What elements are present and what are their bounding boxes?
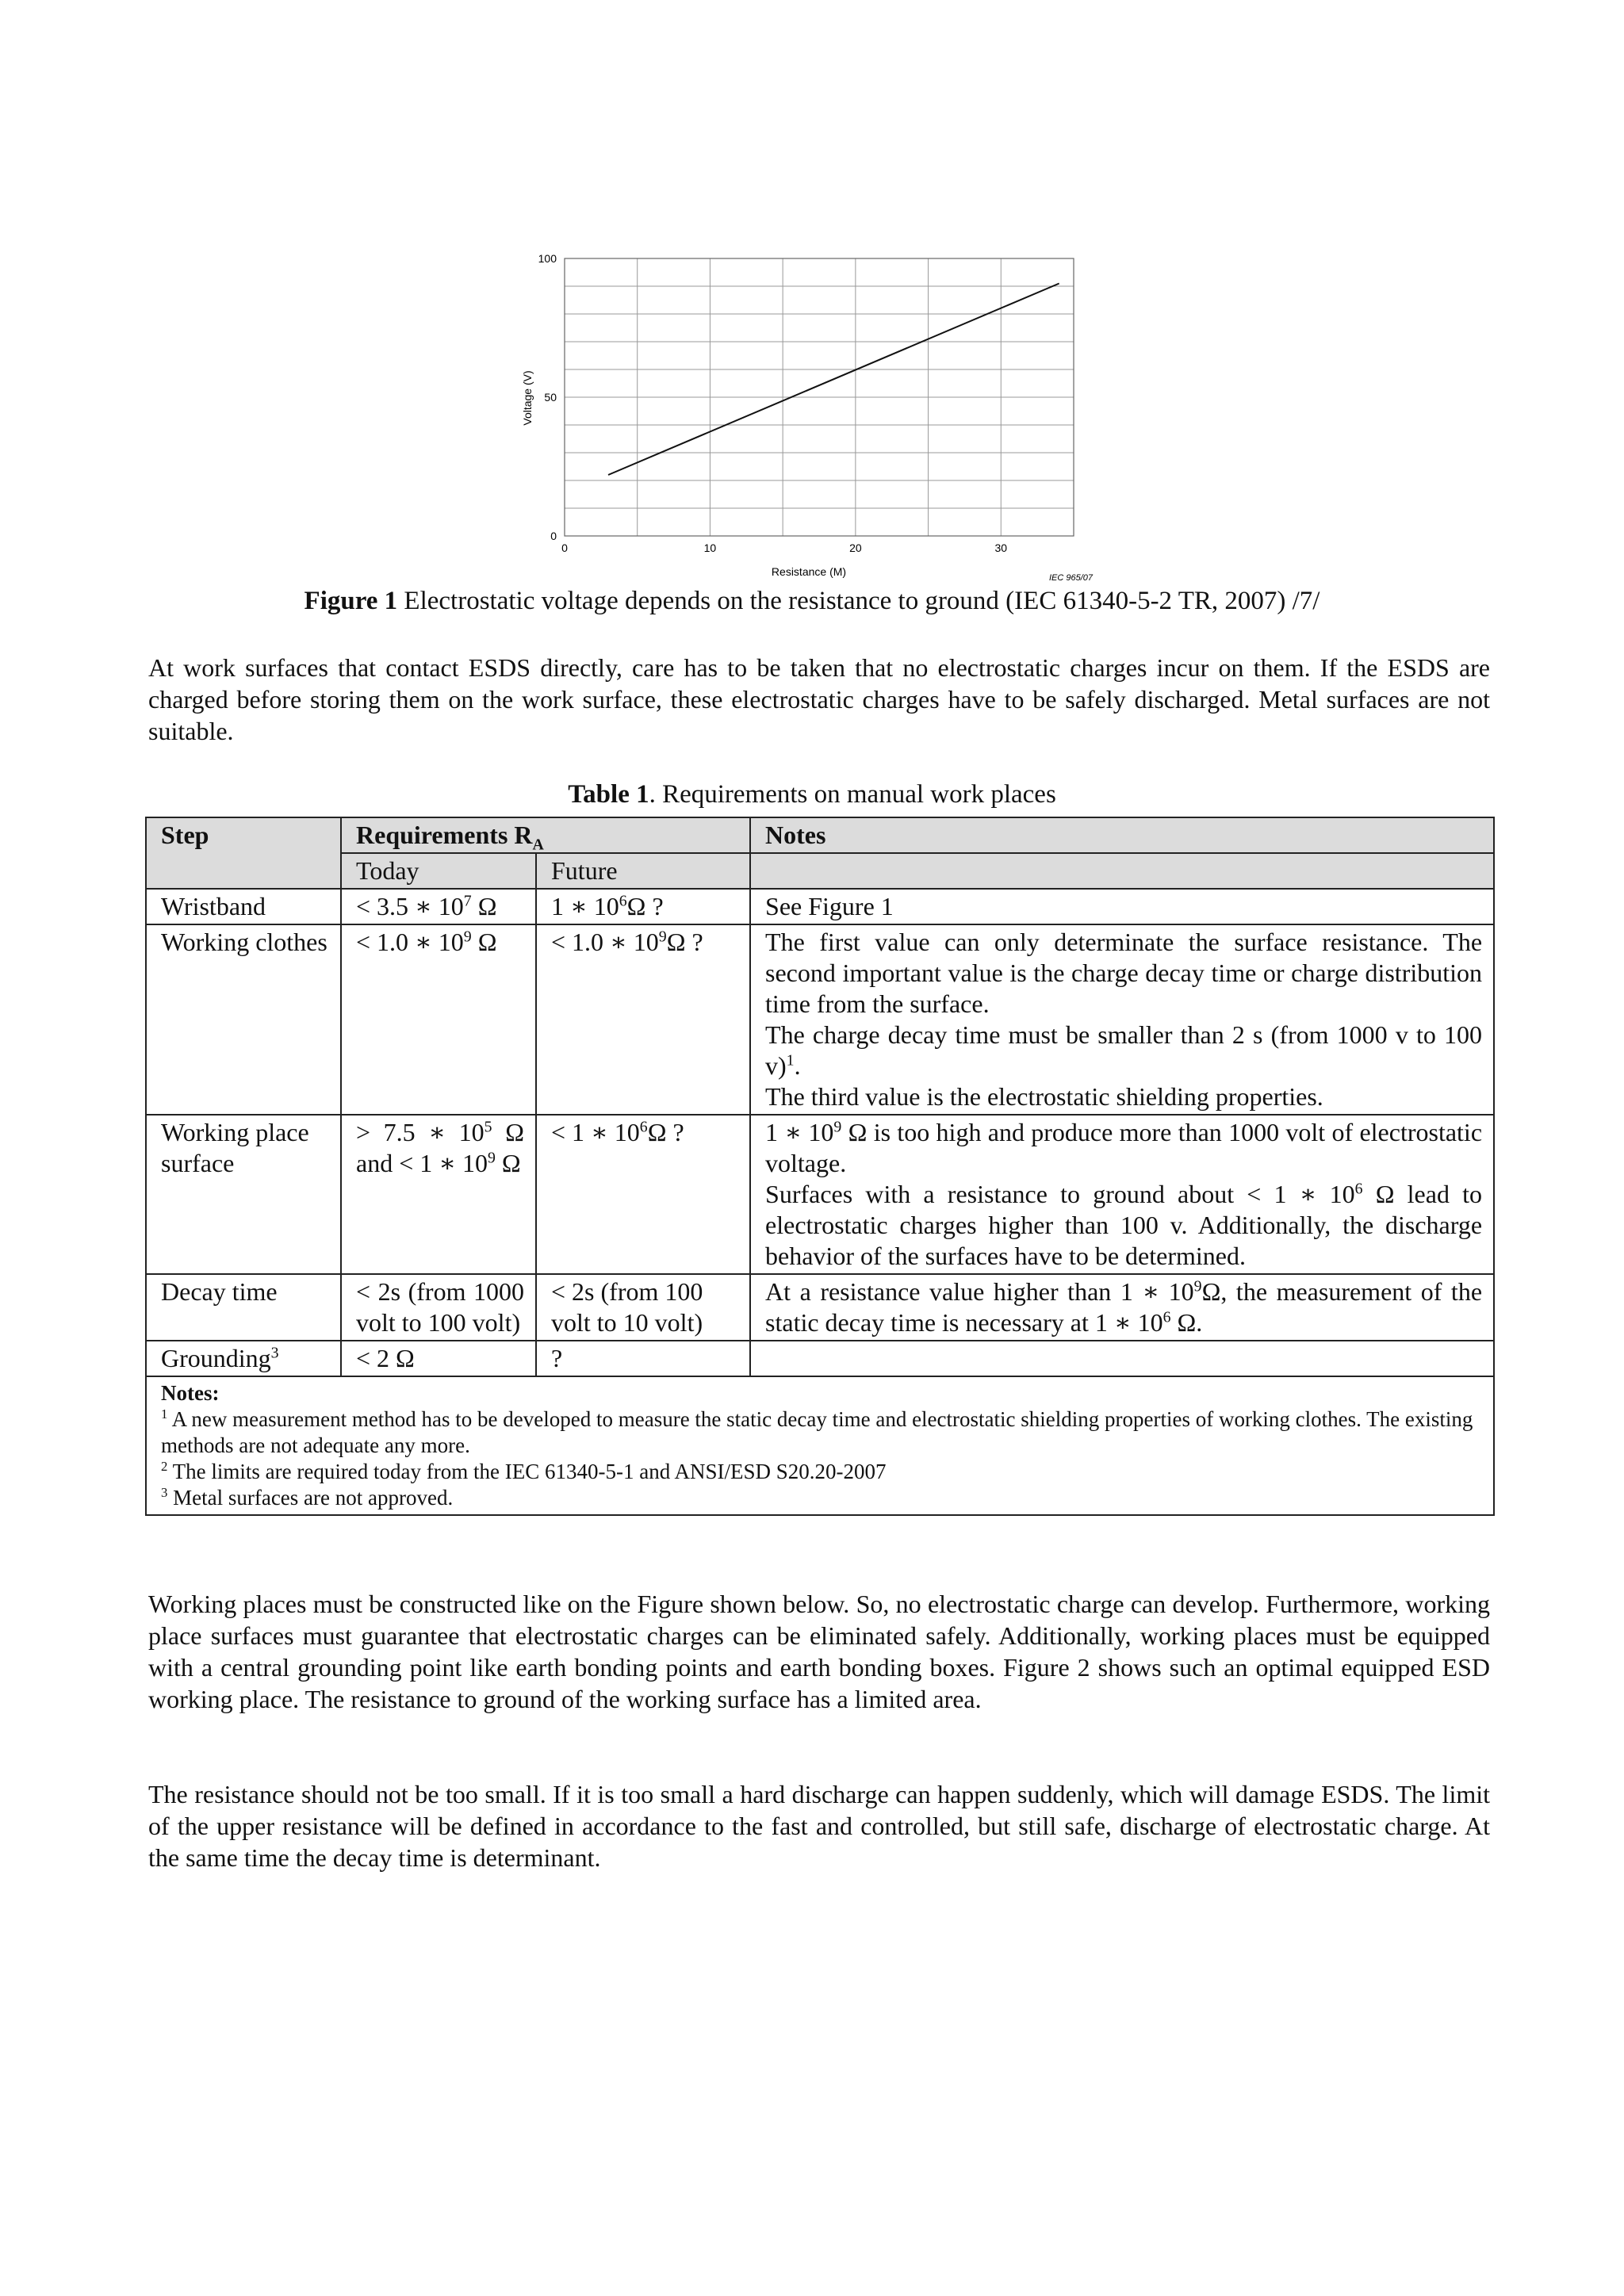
header-today: Today <box>341 853 536 889</box>
table-1-label: Table 1 <box>568 780 649 809</box>
footnote-2 <box>161 1459 1479 1485</box>
header-future: Future <box>536 853 750 889</box>
footnote-1 <box>161 1406 1479 1459</box>
cell-today-text: < 3.5 ∗ 10 <box>356 892 464 920</box>
table-footnotes <box>146 1376 1494 1515</box>
cell-today <box>341 924 536 1115</box>
chart-y-axis-label: Voltage (V) <box>521 370 534 426</box>
chart-y-tick-label: 100 <box>538 252 557 265</box>
chart-y-tick-label: 0 <box>550 530 557 542</box>
table-row-working-place-surface <box>146 1115 1494 1274</box>
table-header-row <box>146 817 1494 853</box>
paragraph-resistance: The resistance should not be too small. If it is too small a hard discharge can happen suddenly, which will damage ESDS. The limit of the upper resistance will be defined in accordance to the fast and controlled, but still safe, discharge of electrostatic charge. At the same time the decay time is determinant. <box>148 1780 1490 1872</box>
footnote-ref: 1 <box>786 1051 795 1070</box>
exponent: 9 <box>658 928 667 946</box>
cell-future <box>536 889 750 924</box>
cell-future-unit: Ω ? <box>647 1118 684 1146</box>
footnotes-title: Notes: <box>161 1381 220 1405</box>
header-step: Step <box>146 817 341 889</box>
cell-today-text: Ω and < 1 ∗ 10 <box>356 1118 524 1177</box>
cell-today-unit: Ω <box>471 928 497 956</box>
footnote-text: The limits are required today from the IEC 61340-5-1 and ANSI/ESD S20.20-2007 <box>167 1460 887 1483</box>
note-line: The first value can only determinate the surface resistance. The second important value is the charge decay time or charge distribution time from the surface. <box>765 928 1483 1018</box>
cell-future-unit: Ω ? <box>626 892 664 920</box>
note-text: Surfaces with a resistance to ground about < 1 ∗ 10 <box>765 1180 1355 1208</box>
note-line <box>765 1020 1482 1081</box>
header-notes-empty <box>750 853 1494 889</box>
exponent: 6 <box>619 892 627 910</box>
table-row-working-clothes <box>146 924 1494 1115</box>
cell-notes: See Figure 1 <box>750 889 1494 924</box>
cell-step: Working place surface <box>146 1115 341 1274</box>
note-line <box>765 1117 1482 1179</box>
chart-x-axis-label: Resistance (M) <box>771 565 847 578</box>
cell-future-text: < 1 ∗ 10 <box>551 1118 640 1146</box>
cell-notes <box>750 1115 1494 1274</box>
header-requirements <box>341 817 750 853</box>
exponent: 9 <box>1193 1277 1202 1295</box>
exponent: 5 <box>484 1118 492 1136</box>
table-1-caption <box>0 780 1624 809</box>
chart-x-tick-label: 0 <box>561 541 568 554</box>
header-notes: Notes <box>750 817 1494 853</box>
cell-future-text: < 1.0 ∗ 10 <box>551 928 659 956</box>
cell-step: Working clothes <box>146 924 341 1115</box>
cell-notes <box>750 1341 1494 1376</box>
paragraph-working-places: Working places must be constructed like on the Figure shown below. So, no electrostatic charge can develop. Furthermore, working place surfaces must guarantee that electrostatic charges can be eliminated safely. Additionally, working places must be equipped with a central grounding point like earth bonding points and earth bonding boxes. Figure 2 shows such an optimal equipped ESD working place. The resistance to ground of the working surface has a limited area. <box>148 1590 1490 1713</box>
figure-1-caption <box>0 587 1624 616</box>
note-line: The third value is the electrostatic shielding properties. <box>765 1082 1323 1111</box>
table-row-wristband <box>146 889 1494 924</box>
table-subheader-row <box>146 853 1494 889</box>
note-text: Ω lead to electrostatic charges higher than 100 v. Additionally, the discharge behavior of the surfaces have to be determined. <box>765 1180 1483 1270</box>
exponent: 9 <box>833 1118 842 1136</box>
table-1-caption-text: . Requirements on manual work places <box>649 780 1056 809</box>
chart-x-tick-label: 10 <box>703 541 717 554</box>
chart-series <box>608 284 1059 476</box>
exponent: 6 <box>1354 1180 1363 1198</box>
chart-series-line <box>608 284 1059 476</box>
note-line <box>765 1179 1482 1272</box>
note-text: Ω, the measurement of the static decay time is necessary at 1 ∗ 10 <box>765 1277 1483 1337</box>
cell-step-text: Grounding <box>161 1344 271 1372</box>
cell-today: < 2 Ω <box>341 1341 536 1376</box>
cell-today <box>341 1115 536 1274</box>
footnote-marker: 1 <box>161 1406 168 1422</box>
chart-tick-labels <box>538 252 1008 554</box>
cell-notes <box>750 1274 1494 1341</box>
footnote-marker: 3 <box>161 1485 168 1500</box>
cell-today-unit: Ω <box>471 892 497 920</box>
table-notes-row <box>146 1376 1494 1515</box>
exponent: 6 <box>1162 1308 1171 1326</box>
footnote-ref: 3 <box>270 1344 279 1362</box>
cell-future <box>536 1115 750 1274</box>
chart-y-tick-label: 50 <box>544 391 557 404</box>
cell-today-unit: Ω <box>495 1149 521 1177</box>
chart-x-tick-label: 20 <box>849 541 862 554</box>
exponent: 6 <box>639 1118 648 1136</box>
note-text: 1 ∗ 10 <box>765 1118 834 1146</box>
cell-future: < 2s (from 100 volt to 10 volt) <box>536 1274 750 1341</box>
exponent: 9 <box>488 1149 496 1167</box>
figure-1-caption-text: Electrostatic voltage depends on the resistance to ground (IEC 61340-5-2 TR, 2007) /7/ <box>397 587 1320 615</box>
cell-future <box>536 924 750 1115</box>
cell-future-unit: Ω ? <box>666 928 703 956</box>
table-row-decay-time <box>146 1274 1494 1341</box>
exponent: 7 <box>463 892 472 910</box>
footnote-marker: 2 <box>161 1459 168 1474</box>
note-text: Ω. <box>1170 1308 1203 1337</box>
note-text: . <box>794 1051 801 1080</box>
cell-today-text: < 1.0 ∗ 10 <box>356 928 464 956</box>
requirements-table <box>145 817 1495 1516</box>
cell-step <box>146 1341 341 1376</box>
cell-step: Decay time <box>146 1274 341 1341</box>
footnote-text: Metal surfaces are not approved. <box>167 1486 454 1510</box>
exponent: 9 <box>463 928 472 946</box>
chart-x-tick-label: 30 <box>994 541 1008 554</box>
figure-1-chart <box>500 246 1118 587</box>
cell-future: ? <box>536 1341 750 1376</box>
note-text: At a resistance value higher than 1 ∗ 10 <box>765 1277 1194 1306</box>
cell-today: < 2s (from 1000 volt to 100 volt) <box>341 1274 536 1341</box>
header-requirements-subscript: A <box>532 836 544 854</box>
chart-watermark: IEC 965/07 <box>1049 573 1094 583</box>
note-text: The charge decay time must be smaller than 2 s (from 1000 v to 100 v) <box>765 1020 1483 1080</box>
cell-step: Wristband <box>146 889 341 924</box>
paragraph-work-surfaces: At work surfaces that contact ESDS directly, care has to be taken that no electrostatic charges incur on them. If the ESDS are charged before storing them on the work surface, these electrostatic charges have to be safely discharged. Metal surfaces are not suitable. <box>148 653 1490 745</box>
figure-1-label: Figure 1 <box>304 587 398 615</box>
table-row-grounding <box>146 1341 1494 1376</box>
footnote-text: A new measurement method has to be developed to measure the static decay time and electrostatic shielding properties of working clothes. The existing methods are not adequate any more. <box>161 1407 1473 1457</box>
chart-grid <box>565 258 1074 536</box>
cell-notes <box>750 924 1494 1115</box>
cell-future-text: 1 ∗ 10 <box>551 892 619 920</box>
chart-svg <box>500 246 1118 587</box>
note-text: Ω is too high and produce more than 1000 volt of electrostatic voltage. <box>765 1118 1483 1177</box>
footnote-3 <box>161 1485 1479 1511</box>
cell-today-text: > 7.5 ∗ 10 <box>356 1118 485 1146</box>
cell-today <box>341 889 536 924</box>
header-requirements-text: Requirements R <box>356 821 533 849</box>
